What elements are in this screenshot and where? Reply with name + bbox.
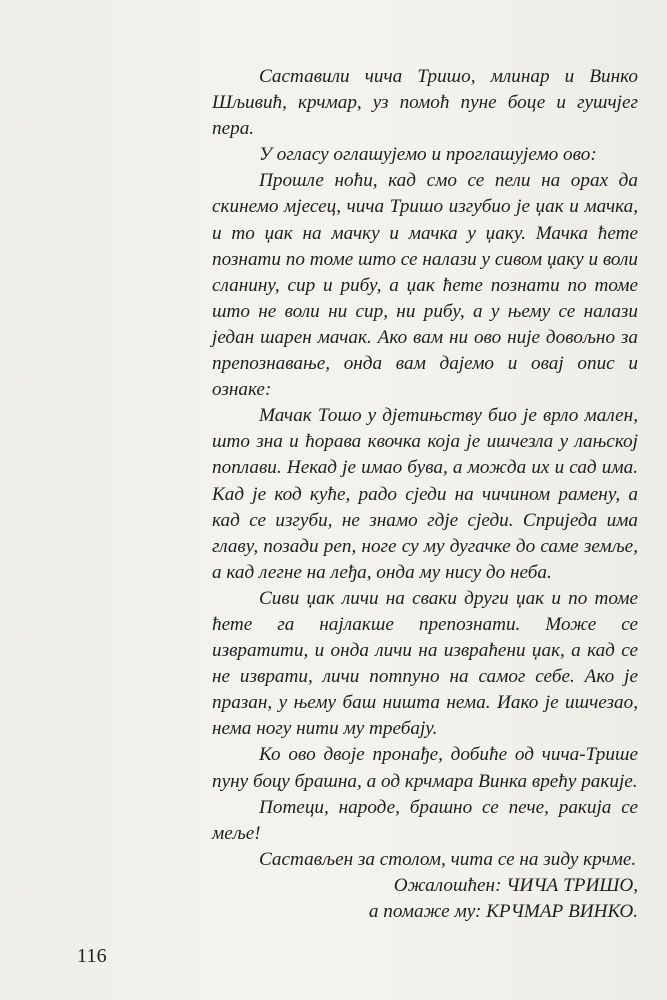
paragraph-reward: Ко ово двоје пронађе, добиће од чича-Трише пуну боцу брашна, а од крчмара Винка врећу ракије.: [212, 744, 638, 792]
paragraph-call-to-people: Потеци, народе, брашно се пече, ракија се меље!: [212, 796, 638, 844]
signature-block: [369, 873, 638, 925]
paragraph-announcement: У огласу оглашујемо и проглашујемо ово:: [259, 144, 597, 166]
page-number: 116: [77, 945, 107, 967]
signature-line-1: Ожалошћен: ЧИЧА ТРИШО,: [393, 875, 638, 896]
paragraph-composed-note: Састављен за столом, чита се на зиду крчме.: [259, 848, 637, 870]
paragraph-intro: Саставили чича Тришо, млинар и Винко Шљивић, крчмар, уз помоћ пуне боце и гушчјег пера.: [212, 66, 638, 140]
paragraph-cat-description: Мачак Тошо у дјетињству био је врло мален, што зна и ћорава квочка која је ишчезла у лањској поплави. Некад је имао бува, а можда их и сад има. Кад је код куће, радо сједи на чичином рамену, а кад се изгуби, не знамо гдје сједи. Сприједа има главу, позади реп, ноге су му дугачке до саме земље, а кад легне на леђа, онда му нису до неба.: [212, 405, 638, 583]
main-text-block: [212, 64, 638, 873]
signature-line-2: а помаже му: КРЧМАР ВИНКО.: [368, 901, 638, 922]
paragraph-sack-description: Сиви џак личи на сваки други џак и по томе ћете га најлакше препознати. Може се извратити, и онда личи на извраћени џак, а кад се не изврати, личи потпуно на самог себе. Ако је празан, у њему баш ништа нема. Иако је ишчезао, нема ногу нити му требају.: [212, 587, 638, 740]
paragraph-lost-cat-and-sack: Прошле ноћи, кад смо се пели на орах да скинемо мјесец, чича Тришо изгубио је џак и мачка, и то џак на мачку и мачка у џаку. Мачка ћете познати по томе што се налази у сивом џаку и воли сланину, сир и рибу, а џак ћете познати по томе што не воли ни сир, ни рибу, а у њему се налази један шарен мачак. Ако вам ни ово није довољно за препознавање, онда вам дајемо и овај опис и ознаке:: [212, 170, 638, 401]
